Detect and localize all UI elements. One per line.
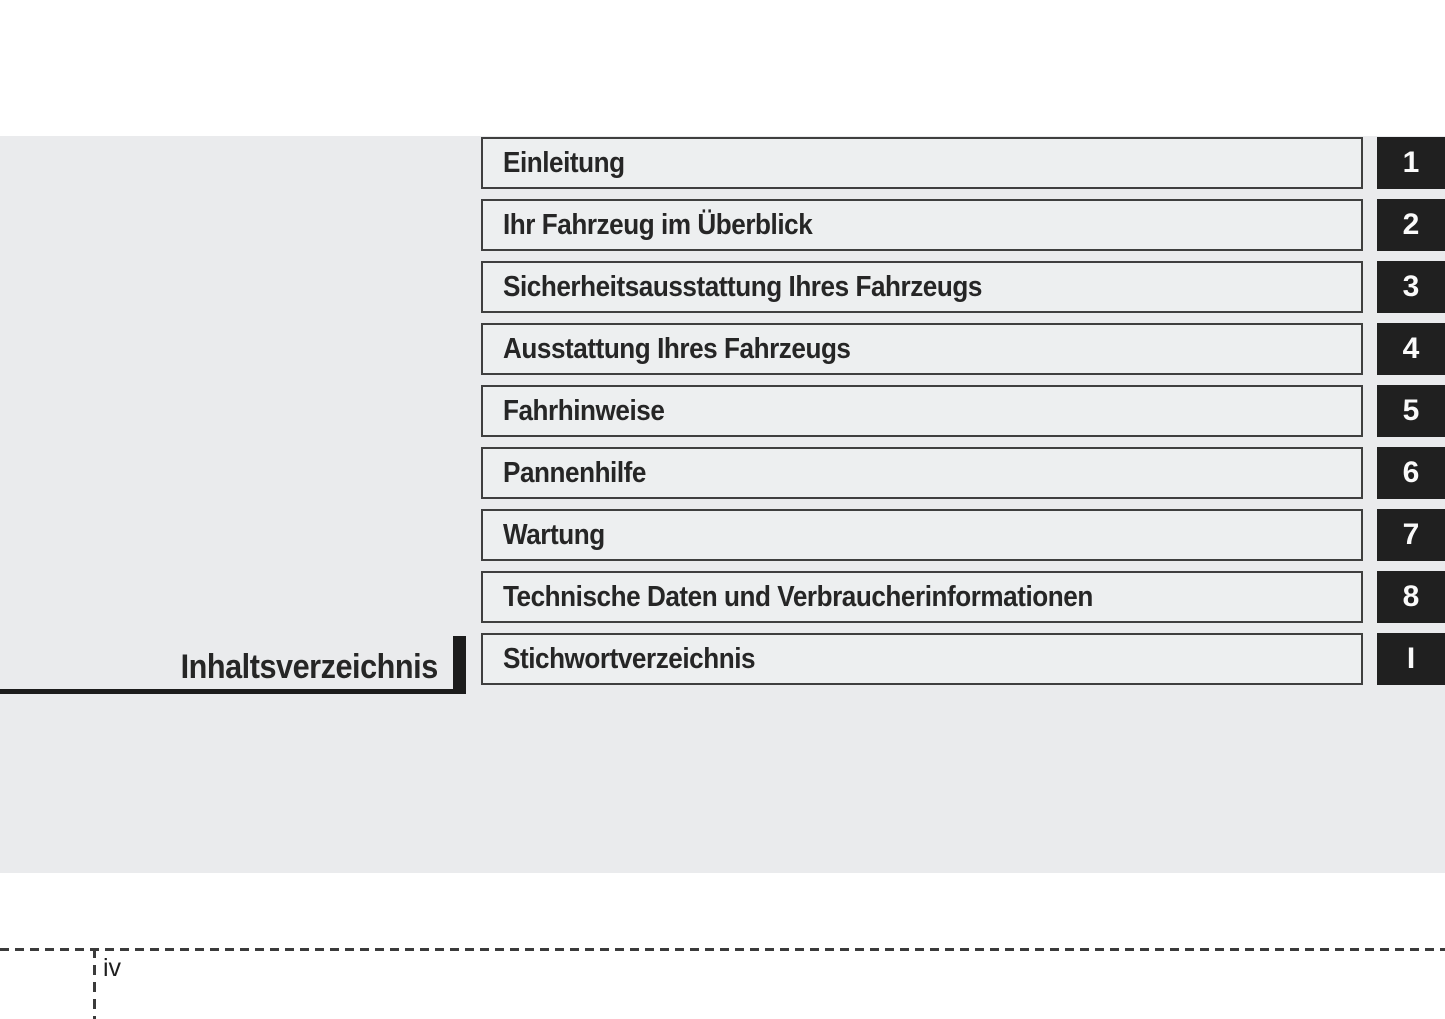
chapter-row [0, 509, 1445, 561]
chapter-row [0, 571, 1445, 623]
chapter-tab-number: 6 [1402, 456, 1420, 489]
content-area [0, 136, 1445, 873]
chapter-tab-number: I [1406, 642, 1416, 675]
chapter-row [0, 199, 1445, 251]
chapter-tab-8[interactable] [1377, 571, 1445, 623]
chapter-label: Stichwortverzeichnis [503, 643, 756, 675]
chapter-row [0, 447, 1445, 499]
chapter-tab-number: 5 [1402, 394, 1420, 427]
chapter-box-9[interactable] [481, 633, 1363, 685]
chapter-tab-I[interactable] [1377, 633, 1445, 685]
chapter-box-7[interactable] [481, 509, 1363, 561]
chapter-box-3[interactable] [481, 261, 1363, 313]
chapter-label: Wartung [503, 519, 605, 551]
chapter-label: Technische Daten und Verbraucherinformationen [503, 581, 1093, 613]
chapter-box-5[interactable] [481, 385, 1363, 437]
chapter-row [0, 323, 1445, 375]
chapter-tab-3[interactable] [1377, 261, 1445, 313]
chapter-label: Ausstattung Ihres Fahrzeugs [503, 333, 851, 365]
chapter-tab-number: 7 [1402, 518, 1420, 551]
chapter-tab-number: 2 [1402, 208, 1420, 241]
chapter-box-1[interactable] [481, 137, 1363, 189]
chapter-label: Ihr Fahrzeug im Überblick [503, 209, 813, 241]
footer-dashed-horizontal-line [0, 948, 1445, 951]
chapter-row [0, 137, 1445, 189]
chapter-row [0, 633, 1445, 685]
chapter-row [0, 261, 1445, 313]
chapter-tab-2[interactable] [1377, 199, 1445, 251]
chapter-label: Fahrhinweise [503, 395, 665, 427]
chapter-box-2[interactable] [481, 199, 1363, 251]
page-number: iv [103, 954, 122, 982]
title-underline-rule [0, 689, 454, 694]
chapter-label: Einleitung [503, 147, 625, 179]
chapter-tab-number: 3 [1402, 270, 1420, 303]
footer-dashed-vertical-line [93, 948, 96, 1019]
chapter-tab-1[interactable] [1377, 137, 1445, 189]
chapter-tab-number: 8 [1402, 580, 1420, 613]
chapter-tab-number: 1 [1402, 146, 1420, 179]
chapter-tab-6[interactable] [1377, 447, 1445, 499]
chapter-row [0, 385, 1445, 437]
chapter-tab-4[interactable] [1377, 323, 1445, 375]
chapter-box-8[interactable] [481, 571, 1363, 623]
page-title: Inhaltsverzeichnis [180, 647, 438, 686]
chapter-box-4[interactable] [481, 323, 1363, 375]
chapter-tab-number: 4 [1402, 332, 1420, 365]
chapter-label: Pannenhilfe [503, 457, 646, 489]
chapter-tab-7[interactable] [1377, 509, 1445, 561]
chapter-label: Sicherheitsausstattung Ihres Fahrzeugs [503, 271, 982, 303]
chapter-box-6[interactable] [481, 447, 1363, 499]
chapter-tab-5[interactable] [1377, 385, 1445, 437]
